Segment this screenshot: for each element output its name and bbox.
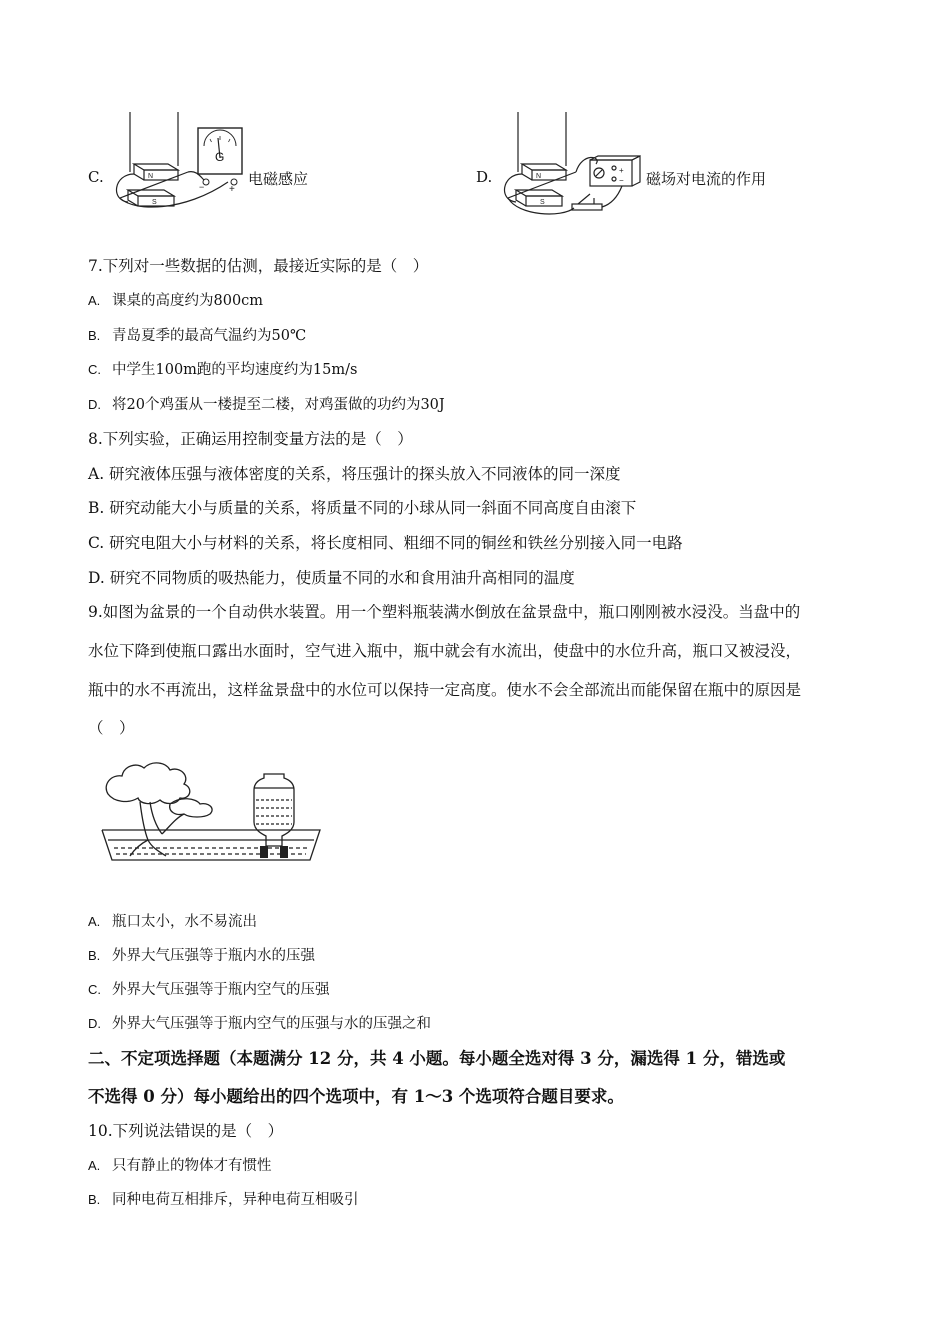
option-letter: B. [88, 1192, 101, 1207]
q9-stem-line-1: 9.如图为盆景的一个自动供水装置。用一个塑料瓶装满水倒放在盆景盘中，瓶口刚刚被水浸没。当盘中的 [88, 603, 801, 621]
svg-text:S: S [152, 199, 157, 206]
option-text: 同种电荷互相排斥，异种电荷互相吸引 [112, 1192, 359, 1208]
section-2-heading-line-2: 不选得 0 分）每小题给出的四个选项中，有 1～3 个选项符合题目要求。 [88, 1087, 624, 1106]
svg-text:S: S [540, 199, 545, 206]
q9-option-c [88, 978, 330, 999]
q9-option-b [88, 944, 315, 965]
option-text: 外界大气压强等于瓶内水的压强 [112, 948, 315, 964]
q7-stem: 7.下列对一些数据的估测，最接近实际的是（ ） [88, 257, 429, 275]
option-letter: B. [88, 328, 101, 343]
option-letter: A. [88, 293, 101, 308]
option-text: 外界大气压强等于瓶内空气的压强与水的压强之和 [112, 1016, 431, 1032]
q8-option-a: A. 研究液体压强与液体密度的关系，将压强计的探头放入不同液体的同一深度 [88, 465, 621, 483]
svg-text:−: − [199, 182, 205, 192]
q9-stem-line-3: 瓶中的水不再流出，这样盆景盘中的水位可以保持一定高度。使水不会全部流出而能保留在瓶中的原因是 [88, 681, 802, 699]
option-text: 中学生100m跑的平均速度约为15m/s [112, 362, 358, 378]
q7-option-b [88, 324, 306, 345]
svg-text:−: − [619, 176, 624, 185]
bonsai-water-supply-figure [100, 756, 322, 868]
option-letter: C. [88, 982, 101, 997]
q8-stem: 8.下列实验，正确运用控制变量方法的是（ ） [88, 430, 413, 448]
option-letter: D. [88, 397, 101, 412]
svg-text:+: + [619, 166, 624, 175]
q7-option-c [88, 358, 357, 379]
q8-option-b: B. 研究动能大小与质量的关系，将质量不同的小球从同一斜面不同高度自由滚下 [88, 499, 637, 517]
svg-text:N: N [536, 173, 542, 180]
option-letter: A. [88, 914, 101, 929]
option-text: 外界大气压强等于瓶内空气的压强 [112, 982, 330, 998]
option-c-letter: C. [88, 168, 104, 186]
galvanometer-label: G [215, 150, 225, 164]
q9-option-a [88, 910, 257, 931]
option-text: 将20个鸡蛋从一楼提至二楼，对鸡蛋做的功约为30J [112, 397, 445, 413]
option-text: 瓶口太小，水不易流出 [112, 914, 257, 930]
q9-stem-line-2: 水位下降到使瓶口露出水面时，空气进入瓶中，瓶中就会有水流出，使盘中的水位升高，瓶口又被浸没， [88, 642, 802, 660]
option-text: 青岛夏季的最高气温约为50℃ [112, 328, 307, 344]
svg-text:N: N [148, 173, 154, 180]
option-letter: B. [88, 948, 101, 963]
q10-stem: 10.下列说法错误的是（ ） [88, 1122, 284, 1140]
q10-option-b [88, 1188, 359, 1209]
svg-text:+: + [229, 184, 235, 192]
option-letter: C. [88, 362, 101, 377]
option-letter: A. [88, 1158, 101, 1173]
q7-option-d [88, 393, 445, 414]
section-2-heading-line-1: 二、不定项选择题（本题满分 12 分，共 4 小题。每小题全选对得 3 分，漏选得 1 分，错选或 [88, 1049, 786, 1068]
option-d-letter: D. [476, 168, 493, 186]
q8-option-c: C. 研究电阻大小与材料的关系，将长度相同、粗细不同的铜丝和铁丝分别接入同一电路 [88, 534, 683, 552]
q9-option-d [88, 1012, 431, 1033]
q10-option-a [88, 1154, 272, 1175]
force-on-current-figure [492, 112, 644, 218]
q7-option-a [88, 289, 263, 310]
option-c-caption: 电磁感应 [248, 170, 309, 188]
option-text: 课桌的高度约为800cm [112, 293, 264, 309]
option-text: 只有静止的物体才有惯性 [112, 1158, 272, 1174]
q9-stem-line-4: （ ） [88, 719, 135, 737]
option-letter: D. [88, 1016, 101, 1031]
q8-option-d: D. 研究不同物质的吸热能力，使质量不同的水和食用油升高相同的温度 [88, 569, 575, 587]
option-d-caption: 磁场对电流的作用 [646, 170, 767, 188]
